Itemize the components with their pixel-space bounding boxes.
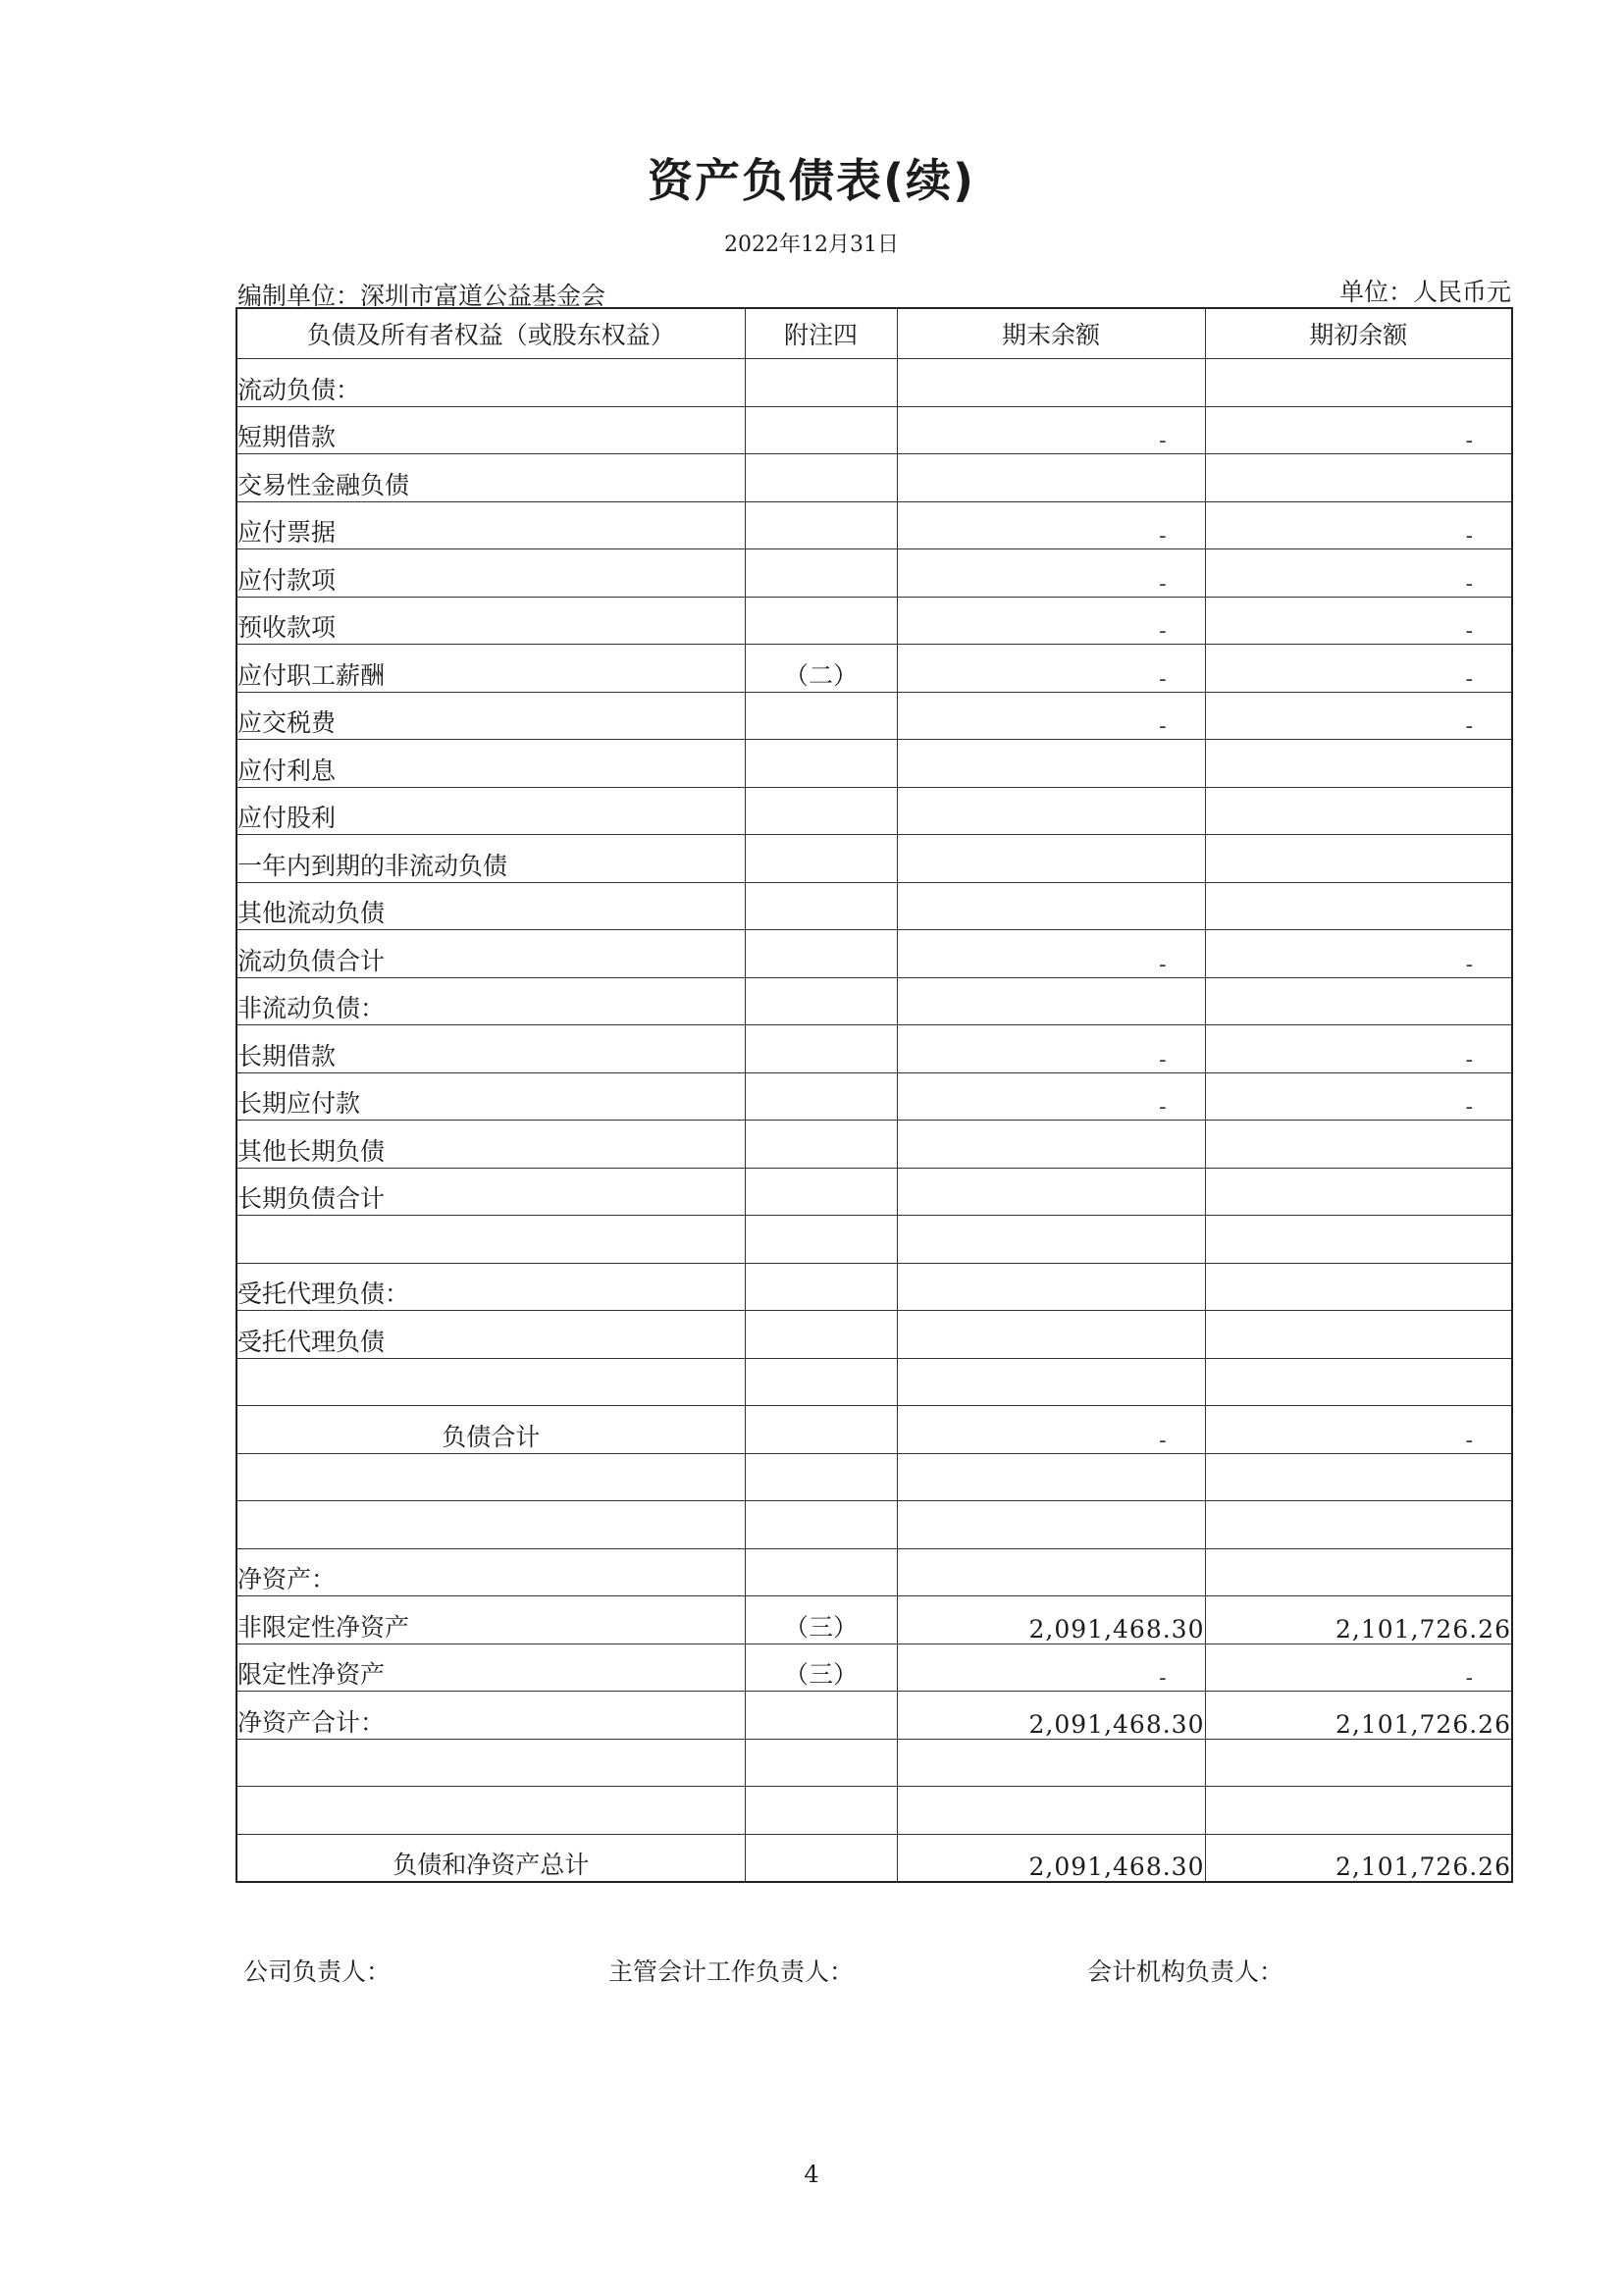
row-label: 短期借款	[236, 406, 745, 454]
row-note	[745, 454, 897, 502]
row-note	[745, 692, 897, 740]
row-begin-balance	[1205, 1453, 1512, 1501]
row-label: 交易性金融负债	[236, 454, 745, 502]
row-note	[745, 787, 897, 835]
row-label: 长期借款	[236, 1025, 745, 1073]
table-row	[236, 1692, 1512, 1740]
table-header-row	[236, 308, 1512, 359]
row-note	[745, 1548, 897, 1596]
row-begin-balance: -	[1205, 597, 1512, 645]
table-row	[236, 454, 1512, 502]
row-note	[745, 1311, 897, 1359]
table-row	[236, 406, 1512, 454]
row-begin-balance	[1205, 740, 1512, 788]
table-row	[236, 1501, 1512, 1549]
currency-unit: 单位：人民币元	[1338, 278, 1511, 306]
row-begin-balance	[1205, 835, 1512, 883]
row-label: 应付款项	[236, 549, 745, 598]
row-begin-balance	[1205, 454, 1512, 502]
table-row	[236, 1121, 1512, 1169]
table-row	[236, 1358, 1512, 1406]
row-label: 负债和净资产总计	[236, 1834, 745, 1882]
row-label: 其他流动负债	[236, 882, 745, 930]
row-begin-balance: -	[1205, 501, 1512, 549]
row-label	[236, 1501, 745, 1549]
row-label: 应付股利	[236, 787, 745, 835]
row-note	[745, 1168, 897, 1216]
row-end-balance: 2,091,468.30	[897, 1834, 1205, 1882]
row-label	[236, 1787, 745, 1835]
row-end-balance: -	[897, 549, 1205, 598]
row-begin-balance	[1205, 359, 1512, 407]
row-note	[745, 1834, 897, 1882]
row-label: 应付票据	[236, 501, 745, 549]
page-title: 资产负债表(续)	[647, 154, 976, 207]
table-row	[236, 549, 1512, 598]
row-label: 流动负债：	[236, 359, 745, 407]
table-row	[236, 1596, 1512, 1644]
row-begin-balance	[1205, 882, 1512, 930]
row-end-balance	[897, 1739, 1205, 1787]
row-end-balance: -	[897, 930, 1205, 978]
row-end-balance	[897, 1358, 1205, 1406]
row-note	[745, 1406, 897, 1454]
row-begin-balance: -	[1205, 406, 1512, 454]
row-note	[745, 835, 897, 883]
row-begin-balance: -	[1205, 930, 1512, 978]
table-row	[236, 1072, 1512, 1121]
row-begin-balance	[1205, 1216, 1512, 1264]
row-begin-balance: -	[1205, 1644, 1512, 1692]
row-end-balance	[897, 1121, 1205, 1169]
row-label: 应交税费	[236, 692, 745, 740]
row-end-balance	[897, 1548, 1205, 1596]
row-label	[236, 1358, 745, 1406]
table-row	[236, 882, 1512, 930]
table-row	[236, 1216, 1512, 1264]
column-header-item: 负债及所有者权益（或股东权益）	[236, 308, 745, 359]
row-note	[745, 1739, 897, 1787]
row-label: 非流动负债：	[236, 977, 745, 1025]
signature-company-head: 公司负责人：	[243, 1957, 392, 1986]
row-note	[745, 930, 897, 978]
row-begin-balance	[1205, 1358, 1512, 1406]
page-number: 4	[804, 2161, 819, 2188]
row-end-balance	[897, 1263, 1205, 1311]
table-row	[236, 1787, 1512, 1835]
row-begin-balance	[1205, 1311, 1512, 1359]
row-label: 净资产合计：	[236, 1692, 745, 1740]
row-begin-balance: -	[1205, 1072, 1512, 1121]
row-end-balance	[897, 1453, 1205, 1501]
row-begin-balance	[1205, 1121, 1512, 1169]
row-begin-balance: 2,101,726.26	[1205, 1596, 1512, 1644]
row-label: 一年内到期的非流动负债	[236, 835, 745, 883]
row-end-balance	[897, 882, 1205, 930]
row-begin-balance	[1205, 977, 1512, 1025]
signature-accounting-org: 会计机构负责人：	[1087, 1957, 1284, 1986]
row-note	[745, 740, 897, 788]
row-begin-balance: -	[1205, 692, 1512, 740]
row-begin-balance: -	[1205, 645, 1512, 693]
row-label: 限定性净资产	[236, 1644, 745, 1692]
table-row	[236, 597, 1512, 645]
row-note: （三）	[745, 1596, 897, 1644]
row-label: 长期应付款	[236, 1072, 745, 1121]
balance-sheet-table	[236, 307, 1513, 1883]
row-note	[745, 1358, 897, 1406]
row-begin-balance	[1205, 1168, 1512, 1216]
row-note	[745, 1263, 897, 1311]
row-note	[745, 1692, 897, 1740]
row-end-balance	[897, 359, 1205, 407]
row-begin-balance	[1205, 787, 1512, 835]
row-end-balance	[897, 1216, 1205, 1264]
row-end-balance	[897, 454, 1205, 502]
row-begin-balance	[1205, 1787, 1512, 1835]
table-row	[236, 645, 1512, 693]
column-header-begin-balance: 期初余额	[1205, 308, 1512, 359]
row-end-balance	[897, 1501, 1205, 1549]
row-label: 应付职工薪酬	[236, 645, 745, 693]
table-row	[236, 835, 1512, 883]
row-label	[236, 1216, 745, 1264]
column-header-note: 附注四	[745, 308, 897, 359]
row-end-balance	[897, 977, 1205, 1025]
table-row	[236, 501, 1512, 549]
row-label	[236, 1739, 745, 1787]
row-end-balance	[897, 1168, 1205, 1216]
table-row	[236, 1453, 1512, 1501]
row-begin-balance: -	[1205, 1025, 1512, 1073]
row-note	[745, 1121, 897, 1169]
row-end-balance	[897, 787, 1205, 835]
row-label: 非限定性净资产	[236, 1596, 745, 1644]
row-end-balance	[897, 740, 1205, 788]
table-row	[236, 1263, 1512, 1311]
row-note	[745, 597, 897, 645]
row-label: 受托代理负债：	[236, 1263, 745, 1311]
table-row	[236, 1644, 1512, 1692]
row-end-balance: -	[897, 1644, 1205, 1692]
row-label: 受托代理负债	[236, 1311, 745, 1359]
signature-accounting-head: 主管会计工作负责人：	[608, 1957, 855, 1986]
row-note	[745, 1216, 897, 1264]
table-row	[236, 692, 1512, 740]
table-row	[236, 1168, 1512, 1216]
table-row	[236, 1739, 1512, 1787]
row-end-balance: -	[897, 1025, 1205, 1073]
row-label: 净资产：	[236, 1548, 745, 1596]
row-note	[745, 977, 897, 1025]
row-begin-balance: -	[1205, 549, 1512, 598]
row-end-balance: -	[897, 1072, 1205, 1121]
row-begin-balance	[1205, 1739, 1512, 1787]
table-row	[236, 787, 1512, 835]
column-header-end-balance: 期末余额	[897, 308, 1205, 359]
row-end-balance: 2,091,468.30	[897, 1692, 1205, 1740]
table-row	[236, 740, 1512, 788]
row-end-balance: -	[897, 1406, 1205, 1454]
row-label: 应付利息	[236, 740, 745, 788]
row-end-balance	[897, 1787, 1205, 1835]
row-end-balance: 2,091,468.30	[897, 1596, 1205, 1644]
row-begin-balance: -	[1205, 1406, 1512, 1454]
row-end-balance: -	[897, 406, 1205, 454]
row-end-balance	[897, 1311, 1205, 1359]
row-note	[745, 406, 897, 454]
row-note	[745, 1072, 897, 1121]
table-row	[236, 1311, 1512, 1359]
table-row	[236, 1025, 1512, 1073]
table-row	[236, 1834, 1512, 1882]
row-label: 预收款项	[236, 597, 745, 645]
row-end-balance	[897, 835, 1205, 883]
report-date: 2022年12月31日	[724, 233, 899, 257]
row-note	[745, 359, 897, 407]
row-end-balance: -	[897, 645, 1205, 693]
row-end-balance: -	[897, 597, 1205, 645]
row-begin-balance: 2,101,726.26	[1205, 1834, 1512, 1882]
row-note	[745, 1025, 897, 1073]
row-label: 流动负债合计	[236, 930, 745, 978]
row-note	[745, 549, 897, 598]
row-label	[236, 1453, 745, 1501]
row-end-balance: -	[897, 692, 1205, 740]
table-row	[236, 359, 1512, 407]
table-row	[236, 930, 1512, 978]
row-begin-balance: 2,101,726.26	[1205, 1692, 1512, 1740]
table-row	[236, 1406, 1512, 1454]
row-end-balance: -	[897, 501, 1205, 549]
row-label: 长期负债合计	[236, 1168, 745, 1216]
row-note: （三）	[745, 1644, 897, 1692]
row-note	[745, 882, 897, 930]
row-label: 负债合计	[236, 1406, 745, 1454]
row-note: （二）	[745, 645, 897, 693]
reporting-entity: 编制单位：深圳市富道公益基金会	[237, 282, 606, 310]
row-label: 其他长期负债	[236, 1121, 745, 1169]
table-row	[236, 1548, 1512, 1596]
row-note	[745, 1501, 897, 1549]
row-note	[745, 501, 897, 549]
row-begin-balance	[1205, 1501, 1512, 1549]
table-row	[236, 977, 1512, 1025]
row-note	[745, 1453, 897, 1501]
row-note	[745, 1787, 897, 1835]
row-begin-balance	[1205, 1263, 1512, 1311]
row-begin-balance	[1205, 1548, 1512, 1596]
